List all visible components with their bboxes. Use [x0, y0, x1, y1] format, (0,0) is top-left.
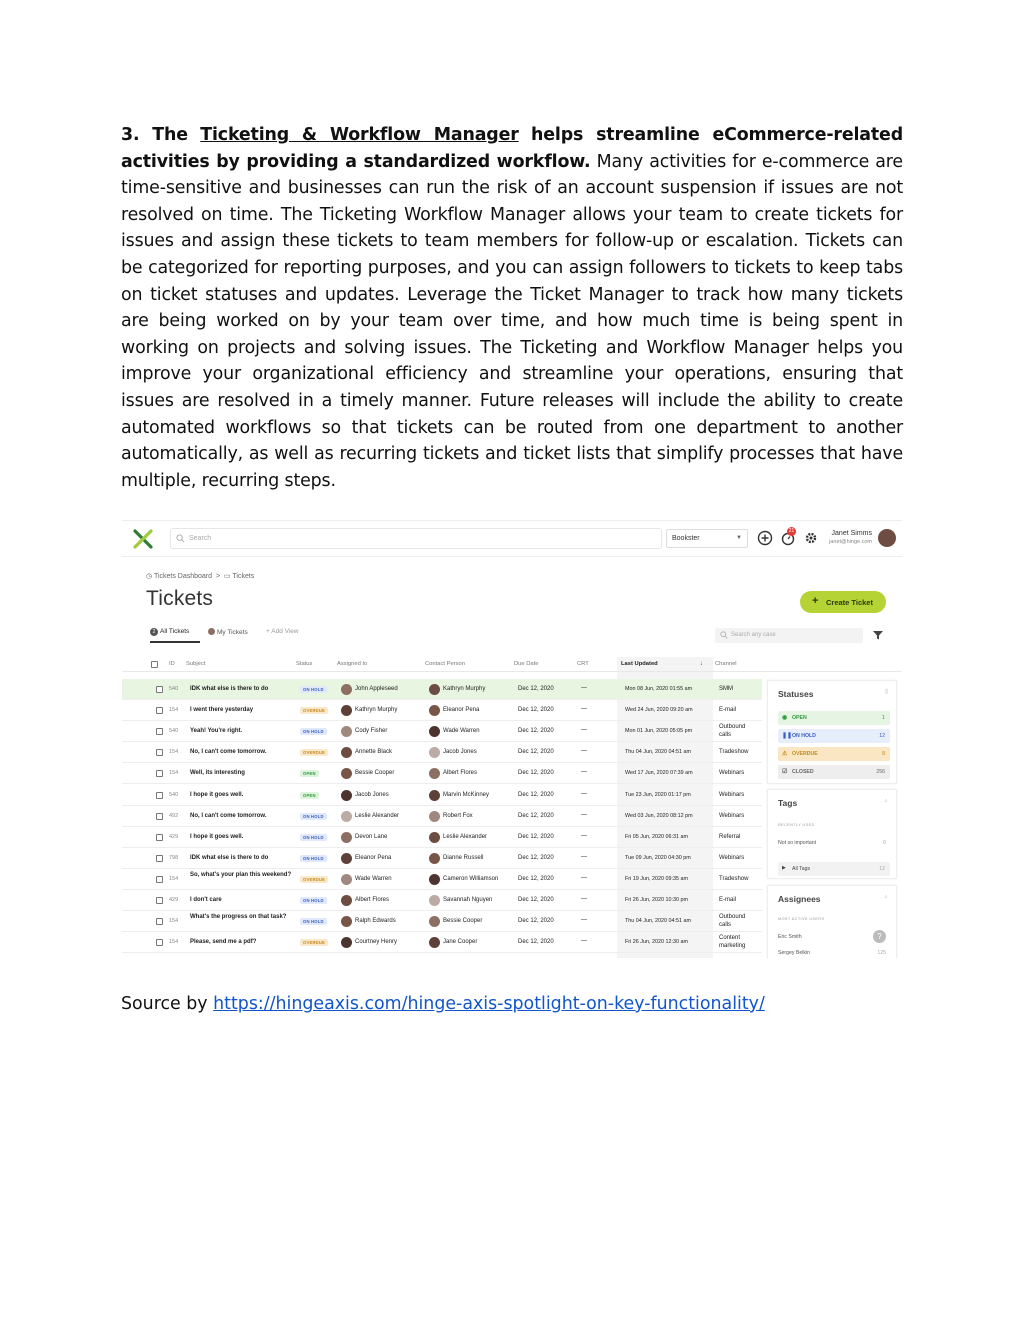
contact-name: Dianne Russell [443, 854, 484, 861]
tab-my-label: My Tickets [217, 629, 248, 636]
last-updated: Mon 01 Jun, 2020 05:05 pm [625, 728, 693, 735]
avatar [429, 705, 440, 716]
ticket-subject[interactable]: I hope it goes well. [190, 833, 244, 840]
avatar [429, 768, 440, 779]
due-date: Dec 12, 2020 [518, 791, 554, 798]
status-badge: OVERDUE [300, 749, 328, 756]
due-date: Dec 12, 2020 [518, 812, 554, 819]
due-date: Dec 12, 2020 [518, 749, 554, 756]
help-icon[interactable]: ? [873, 930, 886, 943]
search-icon[interactable]: ⌕ [884, 798, 888, 805]
ticket-id: 429 [169, 833, 179, 840]
tag-item[interactable] [778, 840, 890, 846]
contact-name: Eleanor Pena [443, 707, 480, 714]
tab-count-badge: 2 [150, 628, 158, 636]
assignee-name: Cody Fisher [355, 728, 388, 735]
assignees-title: Assignees [778, 894, 821, 904]
avatar [429, 747, 440, 758]
search-icon [720, 631, 728, 639]
channel: E-mail [719, 897, 737, 903]
crt-value: — [581, 727, 587, 734]
user-name: Janet Simms [831, 530, 872, 537]
assignee-name: Wade Warren [355, 875, 392, 882]
row-checkbox[interactable] [156, 918, 163, 925]
col-assigned[interactable]: Assigned to [337, 661, 368, 667]
check-box-icon: ☑ [782, 769, 788, 775]
table-row[interactable] [122, 785, 762, 806]
table-row[interactable] [122, 679, 762, 700]
crt-value: — [581, 769, 587, 776]
contact-name: Jane Cooper [443, 939, 478, 946]
due-date: Dec 12, 2020 [518, 918, 554, 925]
channel: Tradeshow [719, 749, 749, 756]
all-tags-label: All Tags [792, 866, 811, 872]
table-row[interactable] [122, 827, 762, 848]
col-id[interactable]: ID [169, 661, 175, 667]
case-search-placeholder: Search any case [731, 632, 776, 638]
crt-value: — [581, 811, 587, 818]
table-row[interactable] [122, 848, 762, 869]
tag-item-label: Not so important [778, 840, 817, 846]
status-badge: ON HOLD [300, 897, 327, 904]
assignees-panel [767, 885, 897, 958]
status-badge: ON HOLD [300, 855, 327, 862]
status-filter-count: 1 [882, 715, 885, 721]
due-date: Dec 12, 2020 [518, 686, 554, 692]
crt-value: — [581, 832, 587, 839]
col-contact[interactable]: Contact Person [425, 661, 465, 667]
avatar [341, 684, 352, 695]
status-filter-label: OVERDUE [792, 751, 818, 757]
channel: Tradeshow [719, 875, 749, 882]
avatar [341, 747, 352, 758]
col-channel[interactable]: Channel [715, 661, 737, 667]
global-search-input[interactable] [170, 528, 662, 549]
row-checkbox[interactable] [156, 707, 163, 714]
assignee-name: Ralph Edwards [355, 918, 396, 925]
contact-name: Leslie Alexander [443, 833, 488, 840]
intro-paragraph [121, 122, 903, 494]
user-email: janet@hinge.com [829, 539, 872, 545]
avatar [429, 937, 440, 948]
tab-add-view[interactable] [266, 628, 299, 635]
avatar [341, 832, 352, 843]
ticket-id: 154 [169, 939, 179, 946]
tags-caption: RECENTLY USED [778, 823, 815, 827]
plus-icon: + [266, 628, 272, 635]
status-badge: ON HOLD [300, 813, 327, 820]
chevron-down-icon: ▼ [736, 535, 742, 541]
status-badge: ON HOLD [300, 918, 327, 925]
avatar [341, 853, 352, 864]
tab-add-label: Add View [271, 628, 299, 635]
tab-all-label: All Tickets [160, 628, 190, 635]
tags-title: Tags [778, 798, 798, 808]
table-row[interactable] [122, 806, 762, 827]
contact-name: Wade Warren [443, 728, 480, 735]
ticket-id: 154 [169, 707, 179, 714]
status-badge: ON HOLD [300, 686, 327, 693]
avatar[interactable] [878, 529, 896, 547]
ticket-subject[interactable]: So, what's your plan this weekend? [190, 871, 292, 878]
ticket-id: 429 [169, 897, 179, 903]
row-checkbox[interactable] [156, 855, 163, 862]
due-date: Dec 12, 2020 [518, 854, 554, 861]
tags-panel [767, 789, 897, 879]
avatar [341, 726, 352, 737]
channel: Content marketing [719, 935, 746, 949]
source-link[interactable]: https://hingeaxis.com/hinge-axis-spotlight-on-key-functionality/ [213, 994, 765, 1014]
channel: Outbound calls [719, 724, 746, 738]
breadcrumb-dashboard[interactable]: Tickets Dashboard [153, 573, 213, 580]
ticket-id: 154 [169, 875, 179, 882]
avatar [341, 895, 352, 906]
crt-value: — [581, 790, 587, 797]
search-placeholder: Search [189, 535, 212, 542]
lead-number: 3. The [121, 125, 188, 145]
contact-name: Bessie Cooper [443, 918, 483, 925]
contact-name: Jacob Jones [443, 749, 477, 756]
crt-value: — [581, 685, 587, 691]
assignee-name: Eleanor Pena [355, 854, 392, 861]
avatar [429, 811, 440, 822]
status-filter-count: 8 [882, 751, 885, 757]
status-badge: OPEN [300, 792, 319, 799]
assignee-name: Leslie Alexander [355, 812, 400, 819]
status-badge: OVERDUE [300, 707, 328, 714]
col-last-updated[interactable]: Last Updated [621, 661, 658, 667]
table-row[interactable] [122, 763, 762, 784]
ticket-subject[interactable]: Please, send me a pdf? [190, 939, 257, 946]
row-checkbox[interactable] [156, 792, 163, 799]
top-bar [122, 521, 902, 557]
avatar [341, 768, 352, 779]
avatar [429, 726, 440, 737]
crt-value: — [581, 748, 587, 755]
contact-name: Cameron Williamson [443, 875, 499, 882]
ticket-id: 540 [169, 728, 179, 735]
ticket-id: 798 [169, 854, 179, 861]
ticket-id: 154 [169, 918, 179, 925]
avatar [341, 790, 352, 801]
due-date: Dec 12, 2020 [518, 770, 554, 777]
table-row[interactable] [122, 911, 762, 932]
status-badge: ON HOLD [300, 834, 327, 841]
source-line [121, 994, 765, 1014]
assignee-name: Eric Smith [778, 934, 802, 940]
col-crt[interactable]: CRT [577, 661, 589, 667]
assignees-caption: MOST ACTIVE USERS [778, 917, 825, 921]
eye-icon: ◉ [782, 715, 788, 721]
last-updated: Thu 04 Jun, 2020 04:51 am [625, 749, 691, 756]
ticket-subject[interactable]: No, I can't come tomorrow. [190, 812, 267, 819]
status-filter-label: ON HOLD [792, 733, 816, 739]
status-badge: OPEN [300, 770, 319, 777]
source-prefix: Source by [121, 994, 208, 1014]
ticket-subject[interactable]: I hope it goes well. [190, 791, 244, 798]
row-checkbox[interactable] [156, 686, 163, 693]
ticket-id: 540 [169, 686, 179, 692]
table-row[interactable] [122, 869, 762, 890]
page-title: Tickets [146, 587, 214, 610]
last-updated: Fri 19 Jun, 2020 09:35 am [625, 875, 688, 882]
table-row[interactable] [122, 721, 762, 742]
ticket-subject[interactable]: IDK what else is there to do [190, 854, 269, 861]
last-updated: Tue 09 Jun, 2020 04:30 pm [625, 854, 691, 861]
all-tags-count: 12 [879, 866, 885, 872]
status-filter-label: OPEN [792, 715, 807, 721]
status-badge: OVERDUE [300, 876, 328, 883]
avatar [429, 916, 440, 927]
last-updated: Fri 26 Jun, 2020 10:30 pm [625, 897, 688, 903]
table-row[interactable] [122, 742, 762, 763]
channel: Webinars [719, 854, 745, 861]
notification-badge: 21 [788, 528, 795, 534]
table-row[interactable] [122, 932, 762, 953]
assignee-name: Kathryn Murphy [355, 707, 398, 714]
search-icon[interactable]: ⌕ [884, 894, 888, 901]
active-tab-indicator [150, 641, 200, 643]
ticket-manager-screenshot [122, 520, 902, 958]
status-filter-count: 12 [879, 733, 885, 739]
status-filter-open[interactable] [778, 711, 890, 725]
create-ticket-button[interactable] [800, 591, 886, 613]
assignee-item[interactable] [778, 950, 890, 956]
assignee-name: Bessie Cooper [355, 770, 395, 777]
ticket-subject[interactable]: I don't care [190, 897, 222, 903]
avatar [429, 832, 440, 843]
row-checkbox[interactable] [156, 813, 163, 820]
table-row[interactable] [122, 890, 762, 911]
tag-item-count: 0 [883, 840, 886, 846]
ticket-subject[interactable]: Well, its interesting [190, 770, 245, 777]
status-filter-label: CLOSED [792, 769, 814, 775]
filter-icon[interactable] [872, 629, 884, 641]
avatar [341, 937, 352, 948]
avatar [429, 853, 440, 864]
contact-name: Kathryn Murphy [443, 686, 486, 692]
ticket-subject[interactable]: I went there yesterday [190, 707, 254, 714]
assignee-name: John Appleseed [355, 686, 398, 692]
row-checkbox[interactable] [156, 728, 163, 735]
last-updated: Wed 17 Jun, 2020 07:39 am [625, 770, 693, 777]
channel: Webinars [719, 812, 745, 819]
pause-icon: ❚❚ [782, 733, 793, 739]
avatar [341, 811, 352, 822]
app-logo-icon[interactable] [132, 528, 154, 550]
statuses-panel [767, 680, 897, 784]
case-search-input[interactable] [715, 628, 863, 643]
channel: Webinars [719, 770, 745, 777]
select-all-checkbox[interactable] [151, 661, 158, 668]
status-badge: ON HOLD [300, 728, 327, 735]
sort-down-icon[interactable]: ↓ [700, 661, 703, 667]
ticket-id: 492 [169, 812, 179, 819]
due-date: Dec 12, 2020 [518, 707, 554, 714]
assignee-name: Albert Flores [355, 897, 390, 903]
assignee-count: 125 [877, 950, 886, 956]
assignee-name: Jacob Jones [355, 791, 389, 798]
contact-name: Marvin McKinney [443, 791, 490, 798]
ticket-id: 540 [169, 791, 179, 798]
last-updated: Fri 05 Jun, 2020 06:31 am [625, 833, 688, 840]
last-updated: Mon 08 Jun, 2020 01:55 am [625, 686, 693, 692]
contact-name: Savannah Nguyen [443, 897, 493, 903]
warning-icon: ⚠ [782, 751, 788, 757]
row-checkbox[interactable] [156, 770, 163, 777]
avatar [429, 895, 440, 906]
row-checkbox[interactable] [156, 939, 163, 946]
due-date: Dec 12, 2020 [518, 939, 554, 946]
last-updated: Wed 24 Jun, 2020 09:20 am [625, 707, 693, 714]
due-date: Dec 12, 2020 [518, 833, 554, 840]
col-subject[interactable]: Subject [186, 661, 206, 667]
row-checkbox[interactable] [156, 749, 163, 756]
due-date: Dec 12, 2020 [518, 728, 554, 735]
plus-icon: + [812, 595, 819, 607]
chevron-right-icon: ▶ [782, 865, 786, 871]
status-filter-on-hold[interactable] [778, 729, 890, 743]
body-text: Many activities for e-commerce are time-sensitive and businesses can run the risk of an account suspension if issues are not resolved on time. The Ticketing Workflow Manager allows your team to create tickets for issues and assign these tickets to team members for follow-up or escalation. Tickets can be categorized for reporting purposes, and you can assign followers to tickets to keep tabs on ticket statuses and updates. Leverage the Ticket Manager to track how many tickets are being worked on by your team over time, and how much time is being spent in working on projects and solving issues. The Ticketing and Workflow Manager helps you improve your organizational efficiency and streamline your operations, ensuring that issues are resolved in a timely manner. Future releases will include the ability to create automated workflows so that tickets can be routed from one department to another automatically, as well as recurring tickets and ticket lists that simplify processes that have multiple, recurring steps. [121, 151, 903, 491]
avatar [429, 684, 440, 695]
breadcrumb-tickets[interactable]: Tickets [232, 573, 255, 580]
channel: E-mail [719, 707, 737, 714]
assignee-name: Annette Black [355, 749, 393, 756]
add-circle-icon[interactable] [757, 530, 773, 546]
all-tags-row[interactable] [778, 862, 890, 876]
assignee-name: Devon Lane [355, 833, 388, 840]
avatar [429, 790, 440, 801]
ticket-id: 154 [169, 770, 179, 777]
table-header [122, 657, 902, 672]
avatar [429, 874, 440, 885]
search-icon [176, 534, 185, 543]
tab-my-tickets[interactable] [208, 628, 248, 636]
crt-value: — [581, 938, 587, 945]
tab-all-tickets[interactable] [150, 628, 189, 636]
crt-value: — [581, 896, 587, 902]
channel: Referral [719, 833, 741, 840]
user-icon [208, 628, 215, 635]
col-due[interactable]: Due Date [514, 661, 539, 667]
crt-value: — [581, 917, 587, 924]
breadcrumb-separator: > [215, 573, 221, 580]
organization-select-value: Bookster [672, 535, 700, 542]
last-updated: Thu 04 Jun, 2020 04:51 am [625, 918, 691, 925]
due-date: Dec 12, 2020 [518, 897, 554, 903]
contact-name: Robert Fox [443, 812, 473, 819]
col-status[interactable]: Status [296, 661, 313, 667]
statuses-title: Statuses [778, 689, 814, 699]
ticket-icon: ▭ [223, 573, 231, 580]
clock-icon: ◷ [146, 573, 153, 580]
organization-select[interactable] [666, 529, 748, 548]
last-updated: Fri 26 Jun, 2020 12:30 am [625, 939, 688, 946]
last-updated: Wed 03 Jun, 2020 08:12 pm [625, 812, 693, 819]
row-checkbox[interactable] [156, 876, 163, 883]
row-checkbox[interactable] [156, 897, 163, 904]
status-badge: OVERDUE [300, 939, 328, 946]
ticket-subject[interactable]: What's the progress on that task? [190, 914, 287, 921]
avatar [341, 874, 352, 885]
contact-name: Albert Flores [443, 770, 478, 777]
breadcrumb [146, 572, 254, 580]
status-filter-count: 256 [876, 769, 885, 775]
channel: SMM [719, 686, 733, 692]
channel: Outbound calls [719, 914, 746, 928]
status-filter-overdue[interactable] [778, 747, 890, 761]
ticket-subject[interactable]: Yeah! You're right. [190, 728, 243, 735]
last-updated: Tue 23 Jun, 2020 01:17 pm [625, 791, 691, 798]
crt-value: — [581, 874, 587, 881]
channel: Webinars [719, 791, 745, 798]
row-checkbox[interactable] [156, 834, 163, 841]
ticket-id: 154 [169, 749, 179, 756]
ticket-subject[interactable]: No, I can't come tomorrow. [190, 749, 267, 756]
avatar [341, 705, 352, 716]
assignee-name: Sergey Belkin [778, 950, 811, 956]
status-filter-closed[interactable] [778, 765, 890, 779]
assignee-name: Courtney Henry [355, 939, 398, 946]
crt-value: — [581, 853, 587, 860]
crt-value: — [581, 706, 587, 713]
ticket-subject[interactable]: IDK what else is there to do [190, 686, 269, 692]
create-ticket-label: Create Ticket [826, 598, 873, 607]
due-date: Dec 12, 2020 [518, 875, 554, 882]
ticketing-workflow-link[interactable]: Ticketing & Workflow Manager [200, 125, 519, 145]
columns-icon[interactable]: ⫴ [885, 689, 888, 696]
avatar [341, 916, 352, 927]
lead-bold-text: helps streamline eCommerce-related activities by providing a standardized workflow. [121, 125, 903, 172]
table-row[interactable] [122, 700, 762, 721]
